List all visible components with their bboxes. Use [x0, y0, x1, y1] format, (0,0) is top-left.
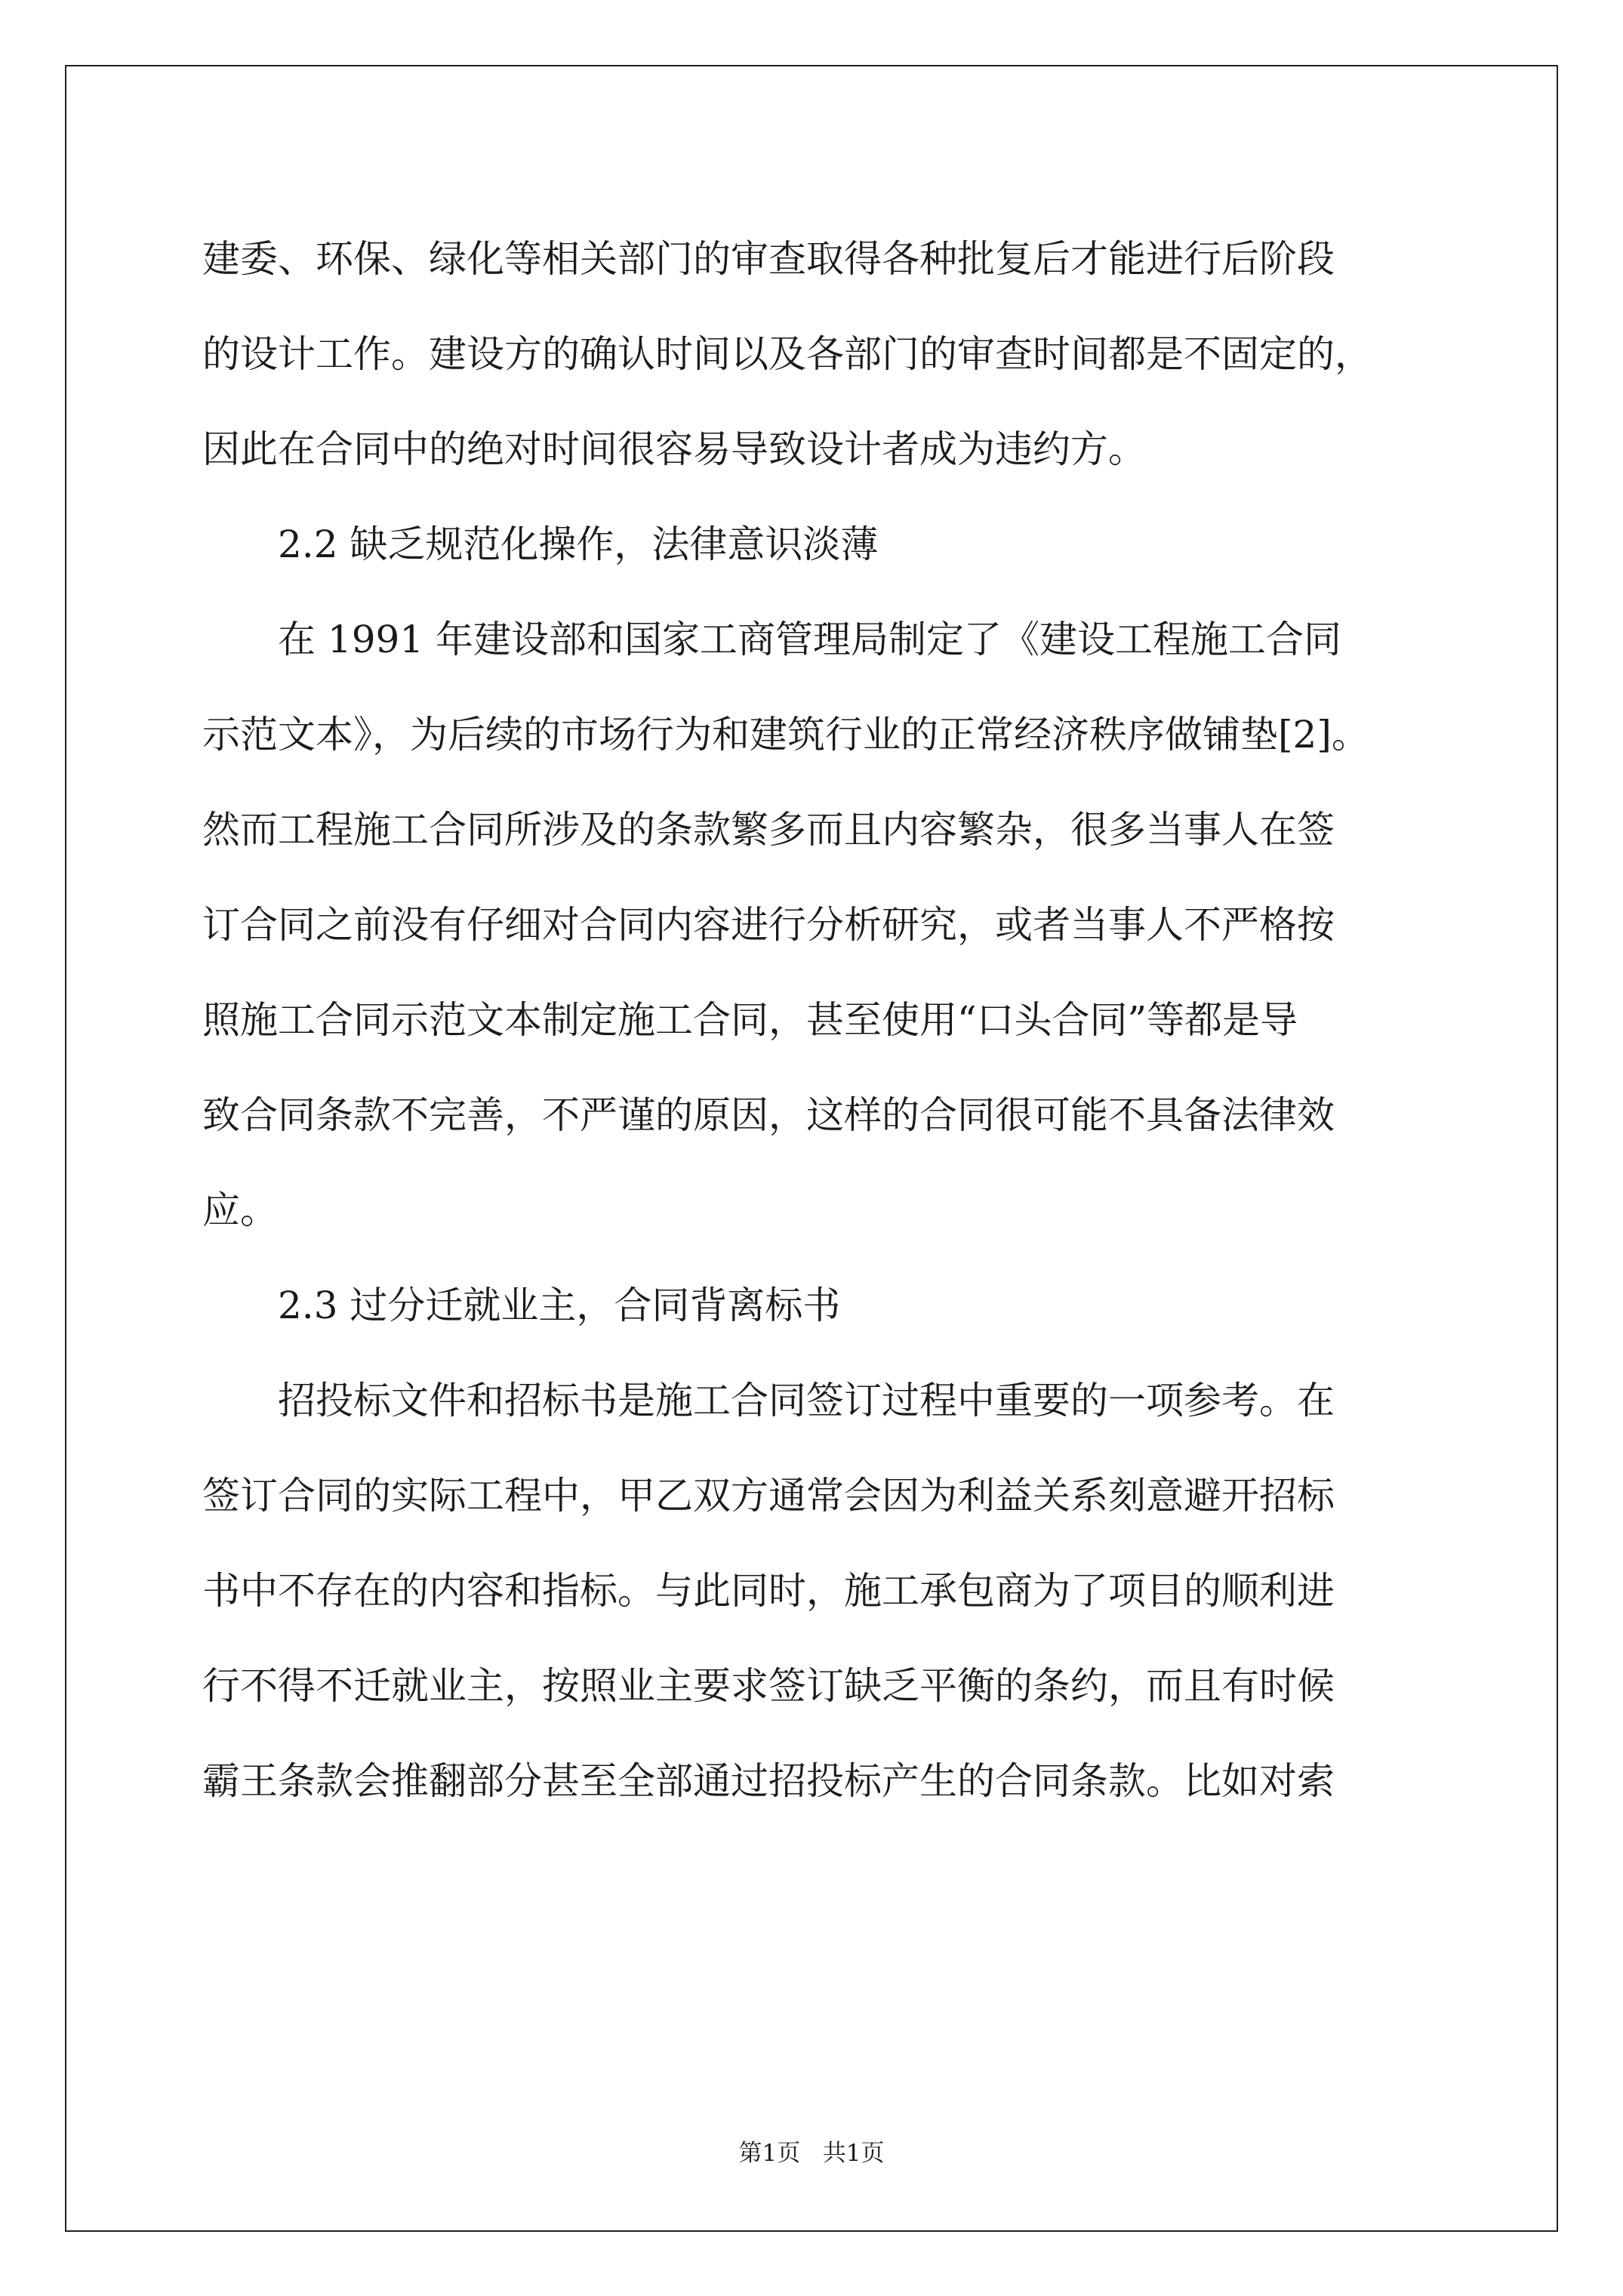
- text-line-17: 霸王条款会推翻部分甚至全部通过招投标产生的合同条款。比如对索: [202, 1759, 1335, 1803]
- text-line-3: 因此在合同中的绝对时间很容易导致设计者成为违约方。: [202, 427, 1146, 471]
- text-line-15: 书中不存在的内容和指标。与此同时，施工承包商为了项目的顺利进: [202, 1569, 1335, 1613]
- text-line-7: 然而工程施工合同所涉及的条款繁多而且内容繁杂，很多当事人在签: [202, 808, 1335, 852]
- text-line-11: 应。: [202, 1188, 278, 1232]
- text-line-14: 签订合同的实际工程中，甲乙双方通常会因为利益关系刻意避开招标: [202, 1474, 1335, 1518]
- document-body: [202, 211, 1448, 1829]
- text-line-13: 招投标文件和招标书是施工合同签订过程中重要的一项参考。在: [278, 1379, 1335, 1422]
- text-line-1: 建委、环保、绿化等相关部门的审查取得各种批复后才能进行后阶段: [202, 237, 1335, 281]
- text-line-5: 在 1991 年建设部和国家工商管理局制定了《建设工程施工合同: [278, 618, 1342, 661]
- section-heading-2-3: 2.3 过分迁就业主，合同背离标书: [278, 1284, 841, 1327]
- text-line-2: 的设计工作。建设方的确认时间以及各部门的审查时间都是不固定的，: [202, 332, 1372, 376]
- text-line-10: 致合同条款不完善，不严谨的原因，这样的合同很可能不具备法律效: [202, 1093, 1335, 1137]
- section-heading-2-2: 2.2 缺乏规范化操作，法律意识淡薄: [278, 522, 879, 566]
- text-line-8: 订合同之前没有仔细对合同内容进行分析研究，或者当事人不严格按: [202, 903, 1335, 947]
- text-line-9: 照施工合同示范文本制定施工合同，甚至使用“口头合同”等都是导: [202, 998, 1298, 1042]
- text-line-16: 行不得不迁就业主，按照业主要求签订缺乏平衡的条约，而且有时候: [202, 1664, 1335, 1708]
- text-line-6: 示范文本》，为后续的市场行为和建筑行业的正常经济秩序做铺垫[2]。: [202, 713, 1369, 757]
- page-footer: 第1页 共1页: [738, 2140, 885, 2167]
